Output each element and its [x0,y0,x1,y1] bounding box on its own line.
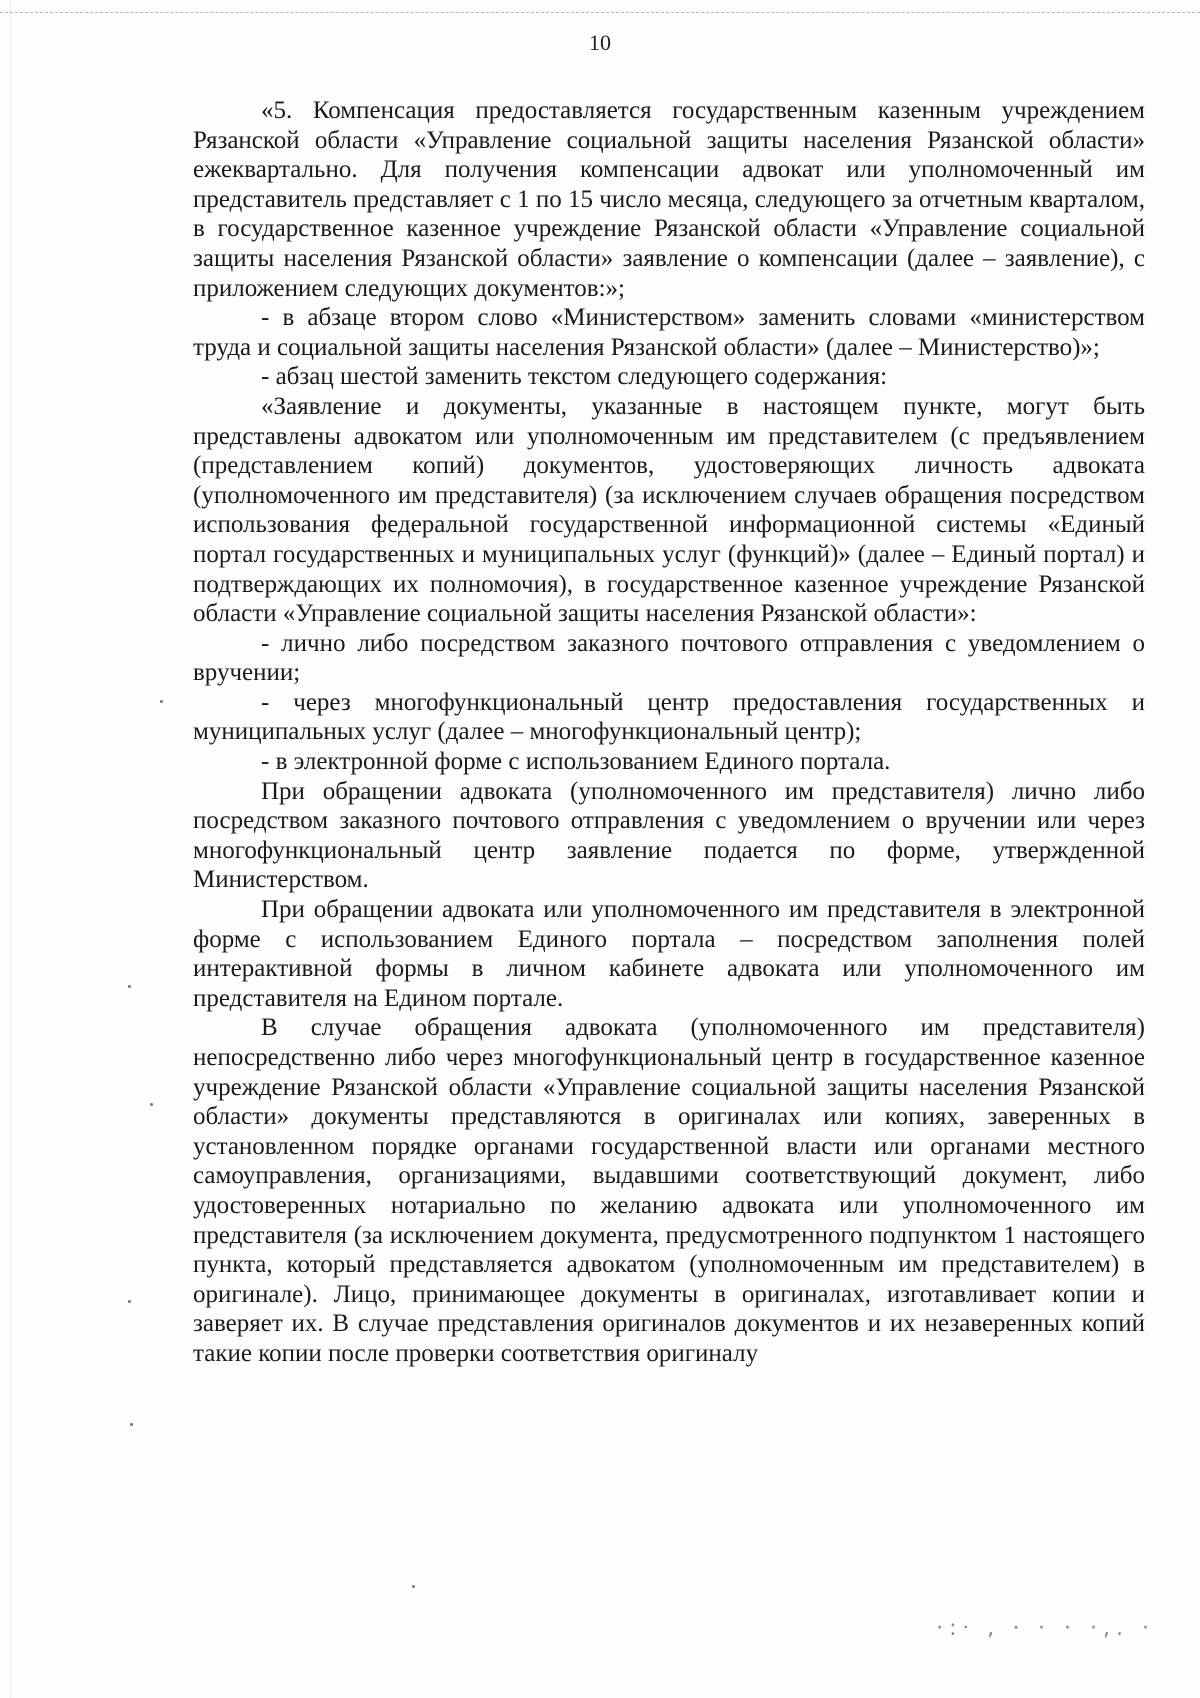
scan-marks: ·:ᐧ , ⸱ · · ·,. · [936,1616,1155,1641]
paragraph: При обращении адвоката или уполномоченного им представителя в электронной форме с использованием Единого портала – посредством заполнения полей интерактивной формы в личном кабинете адвоката или уполномоченного им представителя на Едином портале. [193,896,1145,1012]
scan-edge-left [10,0,11,1698]
scan-speck [128,1300,131,1303]
paragraph: - лично либо посредством заказного почтового отправления с уведомлением о вручении; [193,629,1145,687]
paragraph: В случае обращения адвоката (уполномоченного им представителя) непосредственно либо через многофункциональный центр в государственное казенное учреждение Рязанской области «Управление социальной защиты населения Рязанской области» документы представляются в оригиналах или копиях, заверенных в установленном порядке органами государственной власти или органами местного самоуправления, организациями, выдавшими соответствующий документ, либо удостоверенных нотариально по желанию адвоката или уполномоченного им представителя (за исключением документа, предусмотренного подпунктом 1 настоящего пункта, который представляется адвокатом (уполномоченным им представителем) в оригинале). Лицо, принимающее документы в оригиналах, изготавливает копии и заверяет их. В случае представления оригиналов документов и их незаверенных копий такие копии после проверки соответствия оригиналу [193,1014,1145,1367]
paragraph: - в абзаце втором слово «Министерством» заменить словами «министерством труда и социальной защиты населения Рязанской области» (далее – Министерство)»; [193,304,1145,361]
document-body [193,96,1145,1369]
scan-speck [150,1103,153,1106]
scan-speck [160,700,163,703]
scan-speck [412,1585,415,1588]
scan-edge-top [0,12,1200,13]
scan-speck [130,1423,133,1426]
paragraph: - через многофункциональный центр предоставления государственных и муниципальных услуг (далее – многофункциональный центр); [193,688,1145,746]
paragraph: «Заявление и документы, указанные в настоящем пункте, могут быть представлены адвокатом или уполномоченным им представителем (с предъявлением (представлением копий) документов, удостоверяющих личность адвоката (уполномоченного им представителя) (за исключением случаев обращения посредством использования федеральной государственной информационной системы «Единый портал государственных и муниципальных услуг (функций)» (далее – Единый портал) и подтверждающих их полномочия), в государственное казенное учреждение Рязанской области «Управление социальной защиты населения Рязанской области»: [193,392,1145,628]
scan-speck [128,985,131,988]
paragraph: - в электронной форме с использованием Единого портала. [261,748,891,776]
paragraph: - абзац шестой заменить текстом следующего содержания: [261,363,888,391]
page-number: 10 [589,30,611,55]
paragraph: При обращении адвоката (уполномоченного им представителя) лично либо посредством заказного почтового отправления с уведомлением о вручении или через многофункциональный центр заявление подается по форме, утвержденной Министерством. [193,777,1145,894]
paragraph: «5. Компенсация предоставляется государственным казенным учреждением Рязанской области «Управление социальной защиты населения Рязанской области» ежеквартально. Для получения компенсации адвокат или уполномоченный им представитель представляет с 1 по 15 число месяца, следующего за отчетным кварталом, в государственное казенное учреждение Рязанской области «Управление социальной защиты населения Рязанской области» заявление о компенсации (далее – заявление), с приложением следующих документов:»; [193,97,1145,302]
